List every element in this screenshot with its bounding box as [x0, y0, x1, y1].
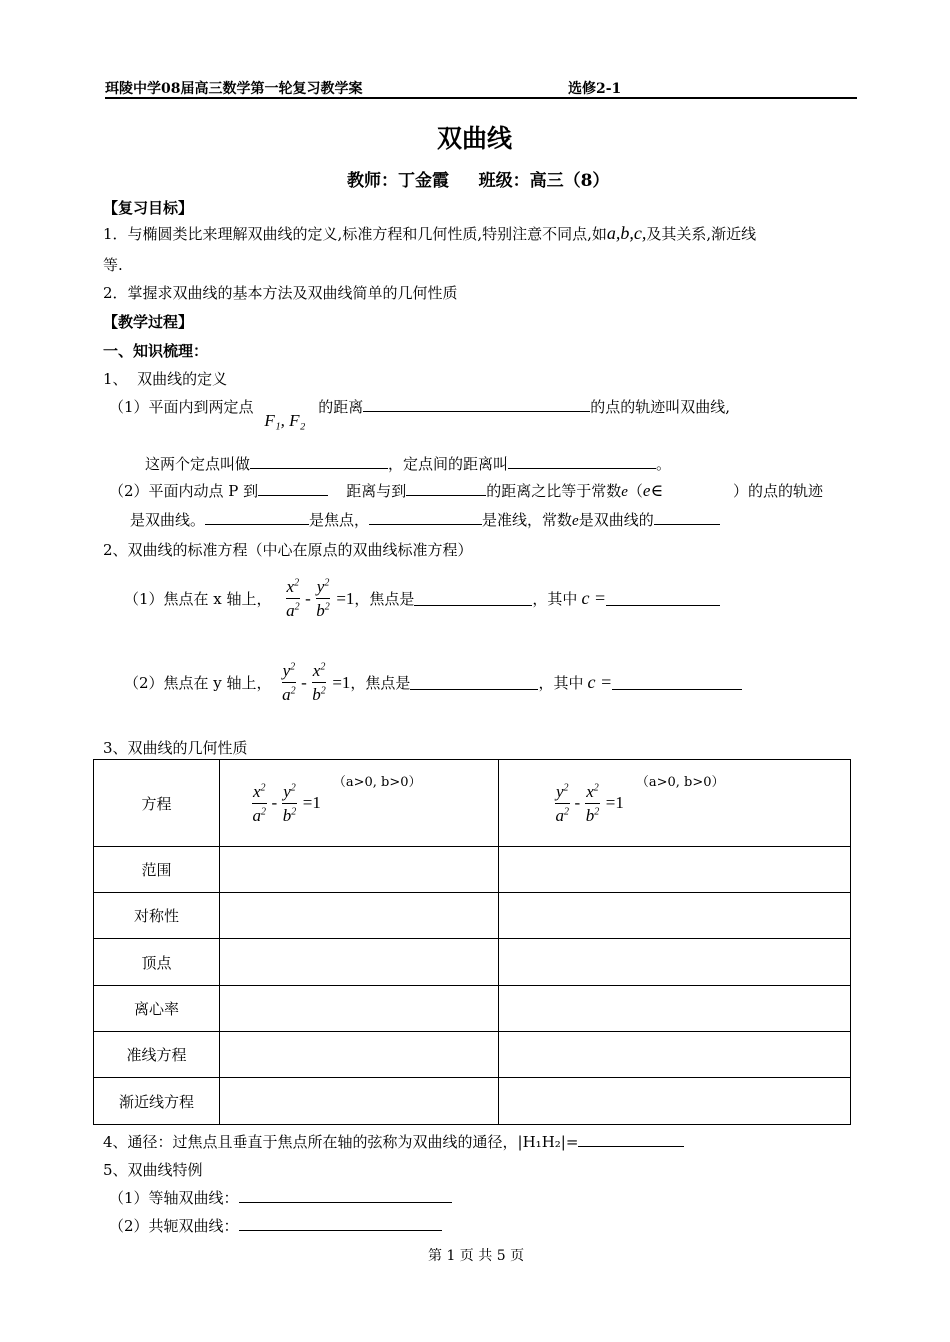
table-row [94, 893, 851, 939]
table-cell [220, 893, 499, 939]
table-cell [220, 847, 499, 893]
std-x-equation: $\frac{x^2}{a^2}$ - $\frac{y^2}{b^2}$ =1 [286, 577, 355, 620]
process-heading: 【教学过程】 [103, 313, 194, 331]
page-subtitle: 教师：丁金霞 班级：高三（8） [347, 171, 610, 191]
table-row [94, 1078, 851, 1125]
header-module: 选修2-1 [568, 81, 622, 97]
table-cell [499, 893, 851, 939]
table-cell-eq-y: $\frac{y^2}{a^2}$ - $\frac{x^2}{b^2}$ =1 （a>0, b>0） [499, 760, 851, 847]
table-cell-label: 离心率 [94, 986, 220, 1032]
goals-heading: 【复习目标】 [103, 199, 194, 217]
table-cell-eq-x: $\frac{x^2}{a^2}$ - $\frac{y^2}{b^2}$ =1 （a>0, b>0） [220, 760, 499, 847]
geo-heading: 3、双曲线的几何性质 [103, 739, 248, 757]
def-line-4: 是双曲线。 是焦点， 是准线，常数e是双曲线的 [130, 509, 720, 530]
table-cell [220, 1078, 499, 1125]
table-cell [499, 1078, 851, 1125]
table-cell-label: 范围 [94, 847, 220, 893]
def-heading: 1、 双曲线的定义 [103, 370, 228, 388]
special-heading: 5、双曲线特例 [103, 1161, 203, 1179]
page-footer: 第 1 页 共 5 页 [428, 1248, 525, 1264]
table-cell-label: 对称性 [94, 893, 220, 939]
table-cell-label: 方程 [94, 760, 220, 847]
special-conj: （2）共轭双曲线： [109, 1215, 442, 1236]
page-title: 双曲线 [437, 124, 513, 153]
geo-table [93, 759, 851, 1125]
def-line-3: （2）平面内动点 P 到 距离与到 的距离之比等于常数e（e∈ ）的点的轨迹 [109, 481, 824, 500]
goal-1-cont: 等. [103, 256, 123, 274]
goal-1: 1．与椭圆类比来理解双曲线的定义,标准方程和几何性质,特别注意不同点,如a,b,c,及其关系,渐近线 [103, 223, 757, 243]
goal-2: 2．掌握求双曲线的基本方法及双曲线简单的几何性质 [103, 284, 458, 302]
std-heading: 2、双曲线的标准方程（中心在原点的双曲线标准方程） [103, 541, 473, 559]
table-row [94, 847, 851, 893]
table-cell-label: 渐近线方程 [94, 1078, 220, 1125]
table-cell-label: 准线方程 [94, 1032, 220, 1078]
table-cell [499, 847, 851, 893]
table-row [94, 760, 851, 847]
latus-line: 4、通径：过焦点且垂直于焦点所在轴的弦称为双曲线的通径，|H₁H₂|= [103, 1131, 684, 1152]
def-line-2: 这两个定点叫做 ，定点间的距离叫 。 [145, 455, 672, 473]
std-y-line: （2）焦点在 y 轴上， $\frac{y^2}{a^2}$ - $\frac{x^2}{b^2}$ =1 ，焦点是 ，其中 c = [124, 662, 742, 703]
table-row [94, 939, 851, 986]
std-y-equation: $\frac{y^2}{a^2}$ - $\frac{x^2}{b^2}$ =1 [282, 661, 351, 704]
def-line-1: （1）平面内到两定点 F₁, F₂ 的距离 的点的轨迹叫双曲线, [109, 398, 730, 430]
header-rule [105, 97, 857, 99]
table-cell [220, 986, 499, 1032]
section-heading: 一、知识梳理： [103, 342, 209, 360]
table-cell [499, 939, 851, 986]
table-cell [499, 986, 851, 1032]
special-equi: （1）等轴双曲线： [109, 1187, 452, 1208]
table-cell-label: 顶点 [94, 939, 220, 986]
table-row [94, 1032, 851, 1078]
table-cell [220, 939, 499, 986]
table-cell [499, 1032, 851, 1078]
table-row [94, 986, 851, 1032]
header-school: 珥陵中学08届高三数学第一轮复习教学案 [105, 81, 363, 97]
std-x-line: （1）焦点在 x 轴上， $\frac{x^2}{a^2}$ - $\frac{y^2}{b^2}$ =1 ，焦点是 ，其中 c = [124, 578, 720, 619]
table-cell [220, 1032, 499, 1078]
